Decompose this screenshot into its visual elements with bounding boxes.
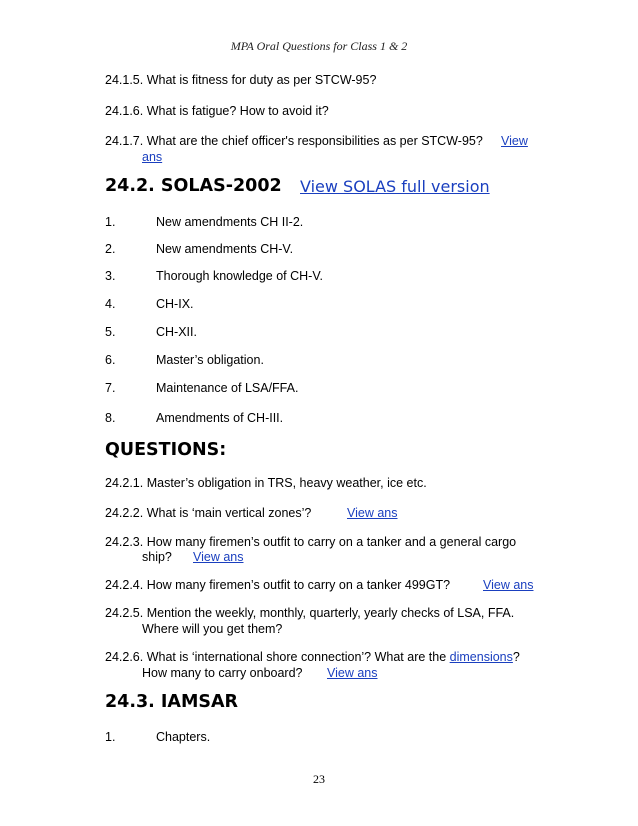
question-24-1-7: 24.1.7. What are the chief officer's responsibilities as per STCW-95? xyxy=(105,134,483,148)
list-item: CH-XII. xyxy=(156,325,197,339)
list-item: Chapters. xyxy=(156,730,211,744)
page-header: MPA Oral Questions for Class 1 & 2 xyxy=(230,39,408,53)
view-answer-link-24-2-6[interactable]: View ans xyxy=(327,666,378,680)
section-heading-questions: QUESTIONS: xyxy=(105,440,227,460)
question-24-2-4: 24.2.4. How many firemen’s outfit to carry on a tanker 499GT? xyxy=(105,578,451,592)
list-item-number: 1. xyxy=(105,730,116,744)
list-item: CH-IX. xyxy=(156,297,194,311)
view-answer-link-24-1-7[interactable]: View xyxy=(501,134,528,148)
list-item: Maintenance of LSA/FFA. xyxy=(156,381,299,395)
list-item-number: 6. xyxy=(105,353,116,367)
list-item: New amendments CH-V. xyxy=(156,242,294,256)
view-answer-link-24-2-2[interactable]: View ans xyxy=(347,506,398,520)
list-item: New amendments CH II-2. xyxy=(156,215,304,229)
page-number: 23 xyxy=(313,772,325,786)
question-24-2-6-cont: How many to carry onboard? xyxy=(142,666,303,680)
dimensions-link[interactable]: dimensions xyxy=(449,650,513,664)
question-24-2-5-cont: Where will you get them? xyxy=(142,622,283,636)
list-item-number: 4. xyxy=(105,297,116,311)
view-answer-link-24-2-3[interactable]: View ans xyxy=(193,550,244,564)
question-24-2-3-cont: ship? xyxy=(142,550,172,564)
view-answer-link-24-1-7-cont[interactable]: ans xyxy=(142,150,163,164)
question-text: ? xyxy=(512,650,520,664)
question-24-2-3: 24.2.3. How many firemen’s outfit to carry on a tanker and a general cargo xyxy=(105,535,517,549)
list-item-number: 3. xyxy=(105,269,116,283)
list-item-number: 8. xyxy=(105,411,116,425)
question-24-2-6 xyxy=(105,649,520,666)
view-solas-full-version-link[interactable]: View SOLAS full version xyxy=(300,177,490,196)
question-24-2-5: 24.2.5. Mention the weekly, monthly, quarterly, yearly checks of LSA, FFA. xyxy=(105,606,515,620)
question-24-1-6: 24.1.6. What is fatigue? How to avoid it? xyxy=(105,104,329,118)
question-24-2-1: 24.2.1. Master’s obligation in TRS, heavy weather, ice etc. xyxy=(105,476,427,490)
list-item-number: 5. xyxy=(105,325,116,339)
question-24-1-5: 24.1.5. What is fitness for duty as per STCW-95? xyxy=(105,73,377,87)
list-item-number: 7. xyxy=(105,381,116,395)
list-item: Thorough knowledge of CH-V. xyxy=(156,269,323,283)
list-item-number: 1. xyxy=(105,215,116,229)
section-heading-iamsar: 24.3. IAMSAR xyxy=(105,692,239,712)
section-heading-solas: 24.2. SOLAS-2002 xyxy=(105,176,282,196)
question-text: 24.2.6. What is ‘international shore connection’? What are the xyxy=(105,650,450,664)
list-item: Amendments of CH-III. xyxy=(156,411,284,425)
question-24-2-2: 24.2.2. What is ‘main vertical zones’? xyxy=(105,506,312,520)
view-answer-link-24-2-4[interactable]: View ans xyxy=(483,578,534,592)
list-item-number: 2. xyxy=(105,242,116,256)
list-item: Master’s obligation. xyxy=(156,353,264,367)
